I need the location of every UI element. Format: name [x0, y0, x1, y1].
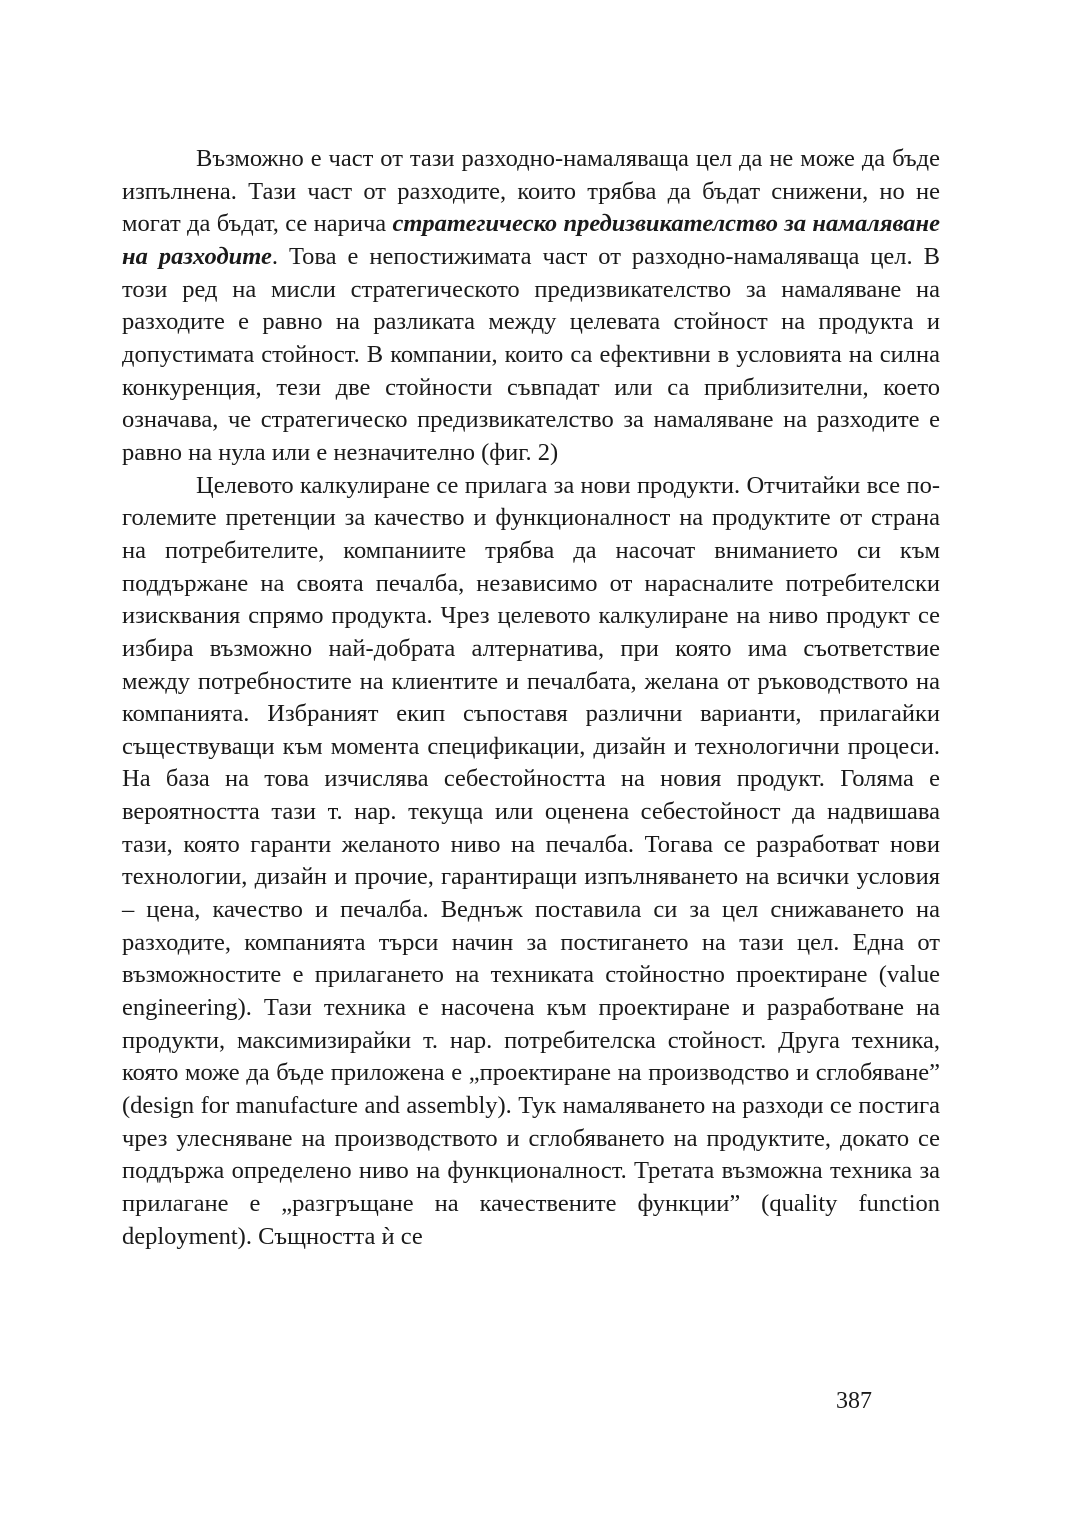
body-text [122, 143, 940, 1253]
page-number: 387 [836, 1388, 872, 1414]
paragraph-1-text-end: . Това е непостижимата част от разходно-намаляваща цел. В този ред на мисли стратегическото предизвикателство за намаляване на разходите е равно на разликата между целевата стойност на продукта и допустимата стойност. В компании, които са ефективни в условията на силна конкуренция, тези две стойности съвпадат или са приблизителни, което означава, че стратегическо предизвикателство за намаляване на разходите е равно на нула или е незначително (фиг. 2) [122, 242, 941, 466]
paragraph-1-text-start: Възможно е част от тази разходно-намаляваща цел да не може да бъде изпълнена. Тази част от разходите, които трябва да бъдат снижени, но не могат да бъдат, се нарича [122, 145, 940, 238]
paragraph-1 [122, 143, 940, 470]
emphasized-term: стратегическо предизвикателство за намаляване на разходите [122, 210, 940, 270]
paragraph-2: Целевото калкулиране се прилага за нови продукти. Отчитайки все по-големите претенции за качество и функционалност на продуктите от страна на потребителите, компаниите трябва да насочат вниманието си към поддържане на своята печалба, независимо от нарасналите потребителски изисквания спрямо продукта. Чрез целевото калкулиране на ниво продукт се избира възможно най-добрата алтернатива, при която има съответствие между потребностите на клиентите и печалбата, желана от ръководството на компанията. Избраният екип съпоставя различни варианти, прилагайки съществуващи към момента спецификации, дизайн и технологични процеси. На база на това изчислява себестойността на новия продукт. Голяма е вероятността тази т. нар. текуща или оценена себестойност да надвишава тази, която гаранти желаното ниво на печалба. Тогава се разработват нови технологии, дизайн и прочие, гарантиращи изпълняването на всички условия – цена, качество и печалба. Веднъж поставила си за цел снижаването на разходите, компанията търси начин за постигането на тази цел. Една от възможностите е прилагането на техниката стойностно проектиране (value engineering). Тази техника е насочена към проектиране и разработване на продукти, максимизирайки т. нар. потребителска стойност. Друга техника, която може да бъде приложена е „проектиране на производство и сглобяване” (design for manufacture and assembly). Тук намаляването на разходи се постига чрез улесняване на производството и сглобяването на продуктите, докато се поддържа определено ниво на функционалност. Третата възможна техника за прилагане е „разгръщане на качествените функции” (quality function deployment). Същността ѝ се [122, 471, 940, 1250]
